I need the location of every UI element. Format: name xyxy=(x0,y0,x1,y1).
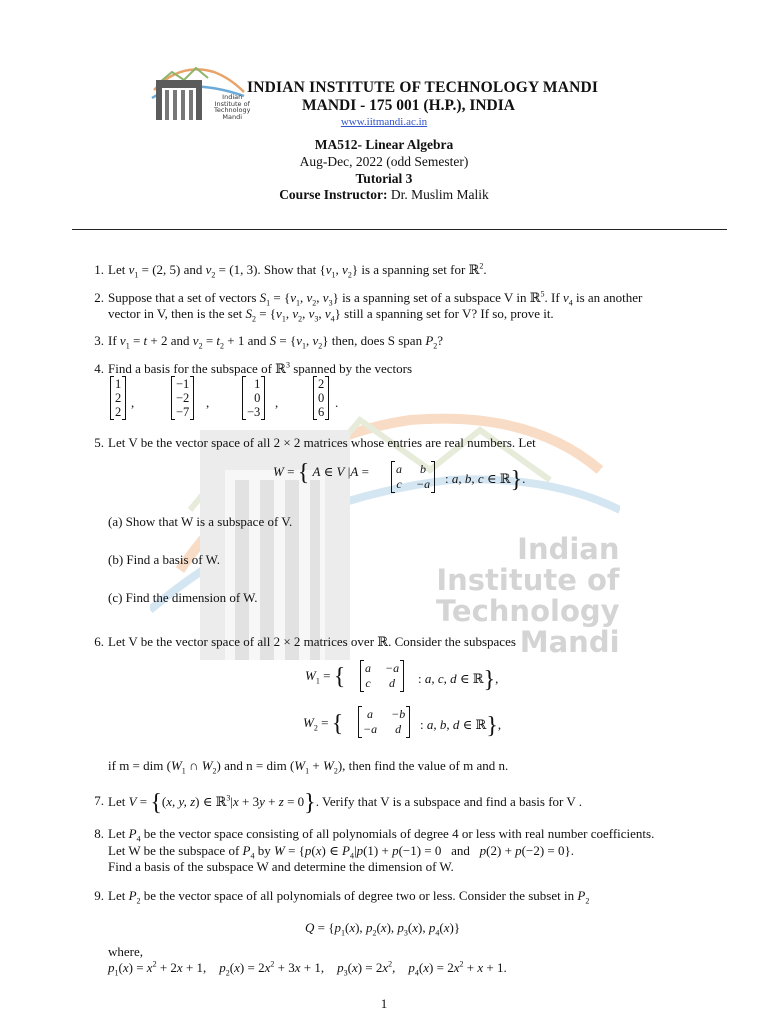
set-W-definition: W = { A ∈ V |A = xyxy=(273,460,369,486)
question-number: 2. xyxy=(94,290,104,305)
matrix-W1: a −a c d xyxy=(360,661,404,691)
question-6-condition: if m = dim ($W_1$ ∩ $W_2$) and n = dim $(W_1 + W_2)$, then find the value of m and n. xyxy=(108,758,509,776)
question-number: 6. xyxy=(94,634,104,649)
institute-name: INDIAN INSTITUTE OF TECHNOLOGY MANDI xyxy=(247,79,599,96)
question-number: 8. xyxy=(94,826,104,841)
set-Q-definition: $Q = \{p_1(x)$, $p_2(x)$, $p_3(x)$, $p_4(x)$} xyxy=(305,920,461,938)
question-4: Find a basis for the subspace of ℝ$^3$ spanned by the vectors xyxy=(108,360,413,376)
question-number: 5. xyxy=(94,435,104,450)
tutorial-title: Tutorial 3 xyxy=(355,171,413,186)
question-8-line-2: Let W be the subspace of $P_4$ by W = {p(x) ∈ $P_4|p(1) + p(-1) = 0$ and p(2) + p(−2) = 0}. xyxy=(108,843,574,861)
vector-3: 1 0 −3 xyxy=(242,377,265,419)
header-rule xyxy=(72,229,727,230)
question-2-line-1: Suppose that a set of vectors $S_1 = \{v_1$, $v_2$, $v_3$} is a spanning set of a subspace V in ℝ$^5$. If $v_4$ is an another xyxy=(108,289,643,308)
page-number: 1 xyxy=(380,996,388,1011)
question-5c: (c) Find the dimension of W. xyxy=(108,590,258,605)
logo-caption: Indian Institute of Technology Mandi xyxy=(214,93,251,121)
vector-2: −1 −2 −7 xyxy=(171,377,194,419)
course-term: Aug-Dec, 2022 (odd Semester) xyxy=(299,154,469,169)
where-label: where, xyxy=(108,944,144,959)
question-number: 3. xyxy=(94,333,104,348)
institute-address: MANDI - 175 001 (H.P.), INDIA xyxy=(302,97,515,114)
question-2-line-2: vector in V, then is the set $S_2 = \{v_1$, $v_2$, $v_3$, $v_4$} still a spanning set for V? If so, prove it. xyxy=(108,306,554,324)
question-1: Let $v_1 = (2$, 5) and $v_2 = (1$, 3). Show that {$v_1$, $v_2$} is a spanning set for ℝ$^2$. xyxy=(108,261,487,280)
question-number: 9. xyxy=(94,888,104,903)
website-link[interactable]: www.iitmandi.ac.in xyxy=(340,116,428,128)
question-3: If $v_1 = t + 2$ and $v_2 = t_2 + 1$ and $S = \{v_1$, $v_2$} then, does S span $P_2$? xyxy=(108,333,444,351)
question-5: Let V be the vector space of all 2 × 2 matrices whose entries are real numbers. Let xyxy=(108,435,536,450)
watermark-text: Indian Institute of Technology Mandi xyxy=(436,532,620,659)
vector-4: 2 0 6 xyxy=(313,377,329,419)
matrix-W2: a −b −a d xyxy=(358,707,410,737)
question-8-line-3: Find a basis of the subspace W and determine the dimension of W. xyxy=(108,859,454,874)
question-5b: (b) Find a basis of W. xyxy=(108,552,220,567)
question-8-line-1: Let $P_4$ be the vector space consisting of all polynomials of degree 4 or less with real number coefficients. xyxy=(108,826,655,844)
course-title: MA512- Linear Algebra xyxy=(314,137,454,152)
question-7: Let V = {(x, y, z) ∈ ℝ$^3$|x + 3y + z = 0}. Verify that V is a subspace and find a basis for V . xyxy=(108,790,583,816)
subspace-W2-label: $W_2$ = { xyxy=(303,711,344,737)
question-number: 7. xyxy=(94,793,104,808)
question-number: 1. xyxy=(94,262,104,277)
course-instructor: Course Instructor: Dr. Muslim Malik xyxy=(279,187,489,202)
vector-1: 1 2 2 xyxy=(110,377,126,419)
question-9: Let $P_2$ be the vector space of all polynomials of degree two or less. Consider the subset in $P_2$ xyxy=(108,888,590,906)
question-6: Let V be the vector space of all 2 × 2 matrices over ℝ. Consider the subspaces xyxy=(108,634,516,649)
subspace-W1-label: $W_1$ = { xyxy=(305,664,346,690)
matrix-W: a b c −a xyxy=(391,462,435,492)
question-5a: (a) Show that W is a subspace of V. xyxy=(108,514,293,529)
polynomial-definitions: $p_1(x) = x^2 + 2x + 1$, $p_2(x) = 2x^2 + 3x + 1$, $p_3(x) = 2x^2$, $p_4(x) = 2x^2 + x + 1$. xyxy=(108,959,507,978)
question-number: 4. xyxy=(94,361,104,376)
